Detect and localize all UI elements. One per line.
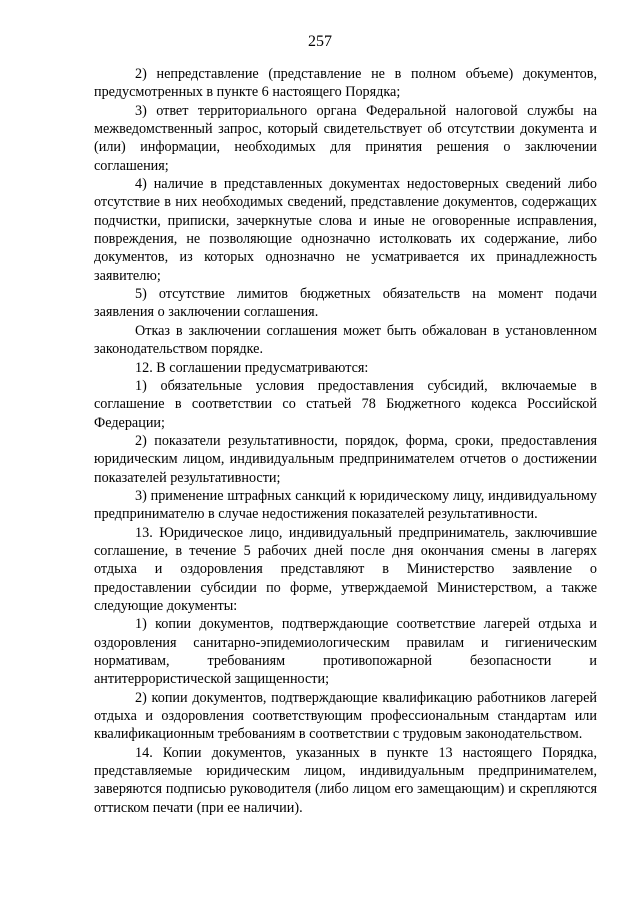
- paragraph-refusal-appeal: Отказ в заключении соглашения может быть обжалован в установленном законодательством порядке.: [94, 322, 597, 358]
- document-body: [94, 65, 597, 817]
- paragraph-item-2: 2) непредставление (представление не в полном объеме) документов, предусмотренных в пункте 6 настоящего Порядка;: [94, 66, 597, 101]
- paragraph-section-14: 14. Копии документов, указанных в пункте 13 настоящего Порядка, представляемые юридическим лицом, индивидуальным предпринимателем, заверяются подписью руководителя (либо лицом его замещающим) и скрепляются оттиском печати (при ее наличии).: [94, 744, 597, 816]
- paragraph-12-item-1: 1) обязательные условия предоставления субсидий, включаемые в соглашение в соответствии со статьей 78 Бюджетного кодекса Российской Федерации;: [94, 377, 597, 431]
- paragraph-section-13: 13. Юридическое лицо, индивидуальный предприниматель, заключившие соглашение, в течение 5 рабочих дней после дня окончания смены в лагерях отдыха и оздоровления представляют в Министерство заявление о предоставлении субсидии по форме, утверждаемой Министерством, а также следующие документы:: [94, 524, 597, 614]
- page-number: 257: [308, 33, 332, 50]
- paragraph-item-5: 5) отсутствие лимитов бюджетных обязательств на момент подачи заявления о заключении соглашения.: [94, 286, 597, 321]
- paragraph-13-item-1: 1) копии документов, подтверждающие соответствие лагерей отдыха и оздоровления санитарно-эпидемиологическим правилам и гигиеническим нормативам, требованиям противопожарной безопасности и антитеррористической защищенности;: [94, 616, 597, 688]
- paragraph-item-4: 4) наличие в представленных документах недостоверных сведений либо отсутствие в них необходимых сведений, представление документов, содержащих подчистки, приписки, зачеркнутые слова и иные не оговоренные исправления, повреждения, не позволяющие однозначно истолковать их содержание, либо документов, из которых однозначно не усматривается их принадлежность заявителю;: [94, 176, 597, 284]
- paragraph-section-12: 12. В соглашении предусматриваются:: [135, 359, 369, 376]
- paragraph-12-item-3: 3) применение штрафных санкций к юридическому лицу, индивидуальному предпринимателю в случае недостижения показателей результативности.: [94, 487, 597, 523]
- paragraph-13-item-2: 2) копии документов, подтверждающие квалификацию работников лагерей отдыха и оздоровления соответствующим профессиональным стандартам или квалификационным требованиям в соответствии с трудовым законодательством.: [94, 689, 597, 743]
- paragraph-item-3: 3) ответ территориального органа Федеральной налоговой службы на межведомственный запрос, который свидетельствует об отсутствии документа и (или) информации, необходимых для принятия решения о заключении соглашения;: [94, 102, 597, 174]
- paragraph-12-item-2: 2) показатели результативности, порядок, форма, сроки, предоставления юридическим лицом, индивидуальным предпринимателем отчетов о достижении показателей результативности;: [94, 432, 597, 486]
